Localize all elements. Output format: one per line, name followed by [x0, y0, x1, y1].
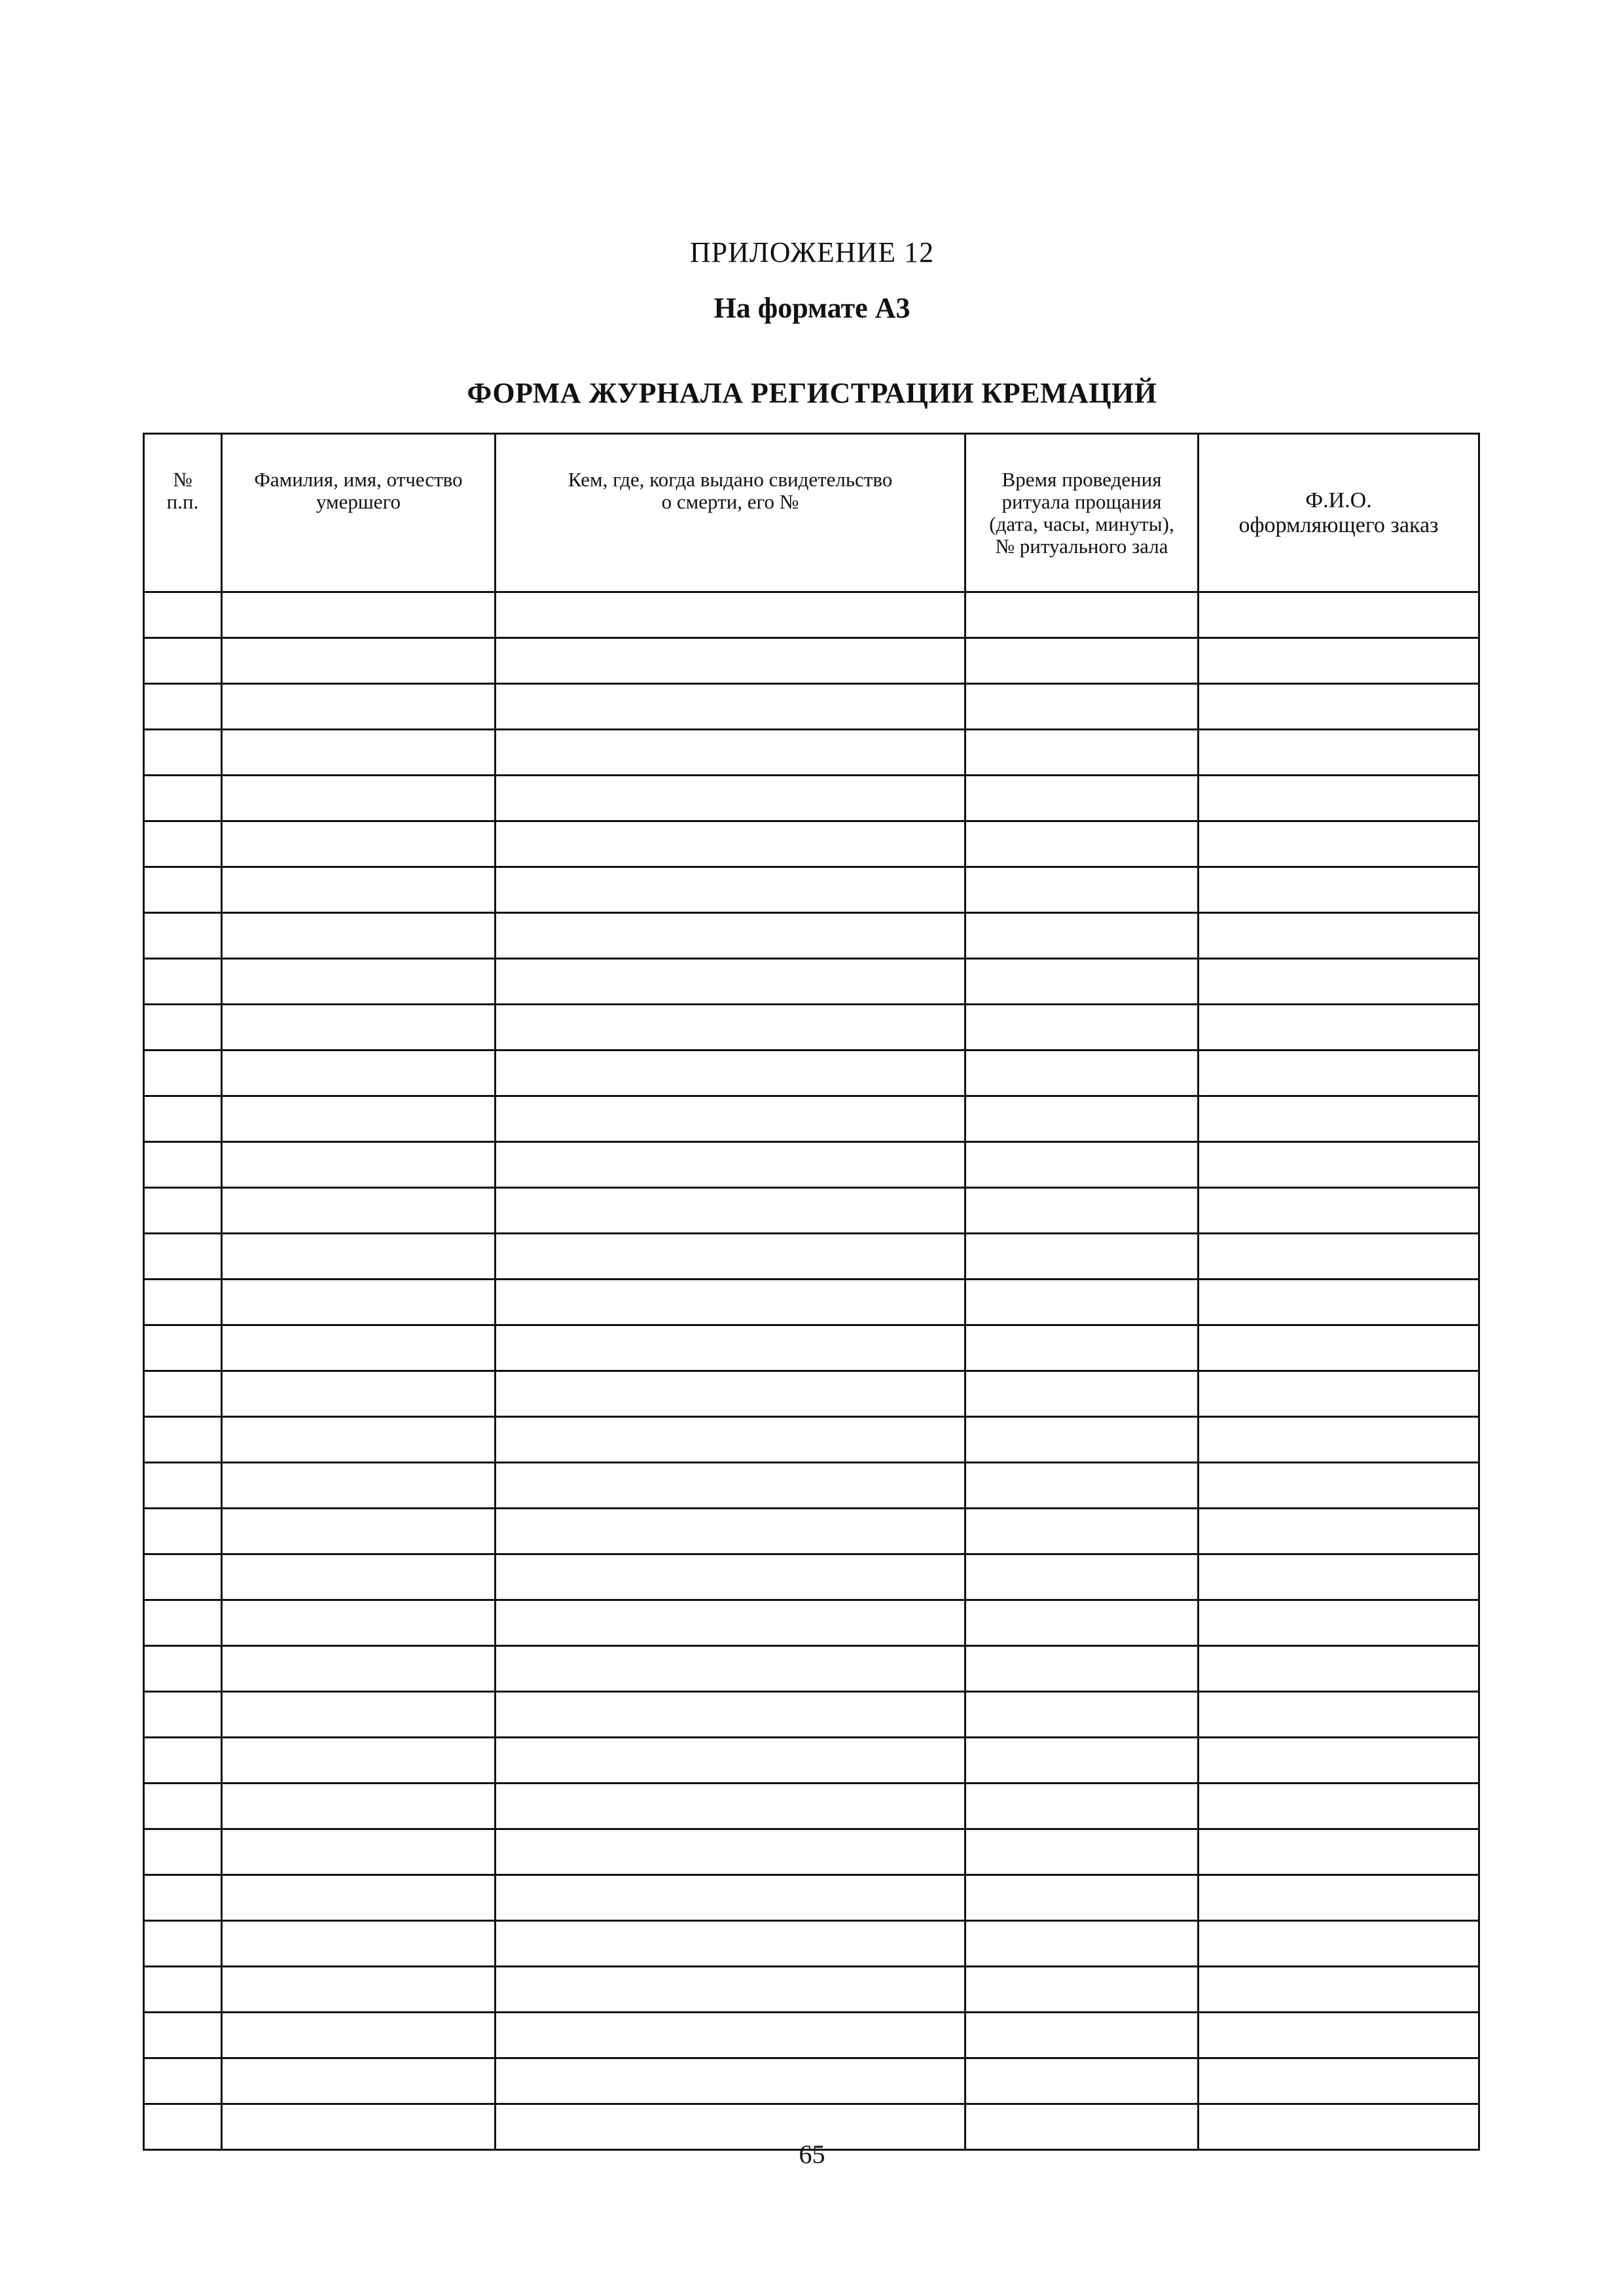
- cell-deceased-name[interactable]: [222, 1600, 496, 1646]
- table-row: [144, 2058, 1479, 2104]
- table-row: [144, 2013, 1479, 2058]
- table-row: [144, 867, 1479, 913]
- cell-farewell-time[interactable]: [965, 1417, 1199, 1463]
- cell-number[interactable]: [144, 1371, 222, 1417]
- cell-farewell-time[interactable]: [965, 776, 1199, 821]
- table-row: [144, 1738, 1479, 1784]
- cell-deceased-name[interactable]: [222, 2013, 496, 2058]
- cell-death-certificate[interactable]: [496, 2013, 965, 2058]
- cell-death-certificate[interactable]: [496, 1829, 965, 1875]
- cell-farewell-time[interactable]: [965, 1967, 1199, 2013]
- cell-number[interactable]: [144, 1921, 222, 1967]
- cell-order-clerk[interactable]: [1199, 1554, 1479, 1600]
- table-row: [144, 1142, 1479, 1188]
- cell-farewell-time[interactable]: [965, 592, 1199, 638]
- cell-number[interactable]: [144, 1967, 222, 2013]
- cell-order-clerk[interactable]: [1199, 1509, 1479, 1554]
- cell-deceased-name[interactable]: [222, 730, 496, 776]
- cell-order-clerk[interactable]: [1199, 913, 1479, 959]
- cell-number[interactable]: [144, 684, 222, 730]
- appendix-label: ПРИЛОЖЕНИЕ 12: [689, 236, 935, 268]
- cell-death-certificate[interactable]: [496, 1096, 965, 1142]
- table-row: [144, 1784, 1479, 1829]
- cell-number[interactable]: [144, 959, 222, 1005]
- table-row: [144, 1967, 1479, 2013]
- cell-deceased-name[interactable]: [222, 1875, 496, 1921]
- cell-number[interactable]: [144, 776, 222, 821]
- table-row: [144, 1600, 1479, 1646]
- cell-deceased-name[interactable]: [222, 592, 496, 638]
- cell-farewell-time[interactable]: [965, 1325, 1199, 1371]
- cell-order-clerk[interactable]: [1199, 1096, 1479, 1142]
- cell-death-certificate[interactable]: [496, 1371, 965, 1417]
- cell-number[interactable]: [144, 1554, 222, 1600]
- cell-farewell-time[interactable]: [965, 959, 1199, 1005]
- cell-death-certificate[interactable]: [496, 1967, 965, 2013]
- cell-number[interactable]: [144, 913, 222, 959]
- cell-deceased-name[interactable]: [222, 1371, 496, 1417]
- cell-deceased-name[interactable]: [222, 638, 496, 684]
- cell-number[interactable]: [144, 2058, 222, 2104]
- cell-farewell-time[interactable]: [965, 1463, 1199, 1509]
- cell-order-clerk[interactable]: [1199, 2013, 1479, 2058]
- table-row: [144, 1005, 1479, 1050]
- cell-farewell-time[interactable]: [965, 1600, 1199, 1646]
- cell-farewell-time[interactable]: [965, 638, 1199, 684]
- cell-death-certificate[interactable]: [496, 1646, 965, 1692]
- cell-death-certificate[interactable]: [496, 821, 965, 867]
- cell-deceased-name[interactable]: [222, 1646, 496, 1692]
- table-row: [144, 1280, 1479, 1325]
- cell-farewell-time[interactable]: [965, 1554, 1199, 1600]
- cell-order-clerk[interactable]: [1199, 1325, 1479, 1371]
- cell-order-clerk[interactable]: [1199, 1142, 1479, 1188]
- cell-deceased-name[interactable]: [222, 867, 496, 913]
- cell-death-certificate[interactable]: [496, 1142, 965, 1188]
- cell-number[interactable]: [144, 730, 222, 776]
- cell-farewell-time[interactable]: [965, 684, 1199, 730]
- cell-number[interactable]: [144, 867, 222, 913]
- cremation-journal-table: [143, 433, 1480, 2151]
- cell-farewell-time[interactable]: [965, 1188, 1199, 1234]
- cell-farewell-time[interactable]: [965, 1738, 1199, 1784]
- cell-death-certificate[interactable]: [496, 638, 965, 684]
- cell-order-clerk[interactable]: [1199, 821, 1479, 867]
- cell-death-certificate[interactable]: [496, 592, 965, 638]
- cell-deceased-name[interactable]: [222, 1280, 496, 1325]
- cell-deceased-name[interactable]: [222, 821, 496, 867]
- cell-deceased-name[interactable]: [222, 913, 496, 959]
- page-number: 65: [799, 2140, 825, 2169]
- column-header-farewell-time: Время проведения ритуала прощания (дата, часы, минуты), № ритуального зала: [965, 434, 1199, 592]
- cell-deceased-name[interactable]: [222, 1967, 496, 2013]
- cell-order-clerk[interactable]: [1199, 1280, 1479, 1325]
- cell-deceased-name[interactable]: [222, 1738, 496, 1784]
- cell-order-clerk[interactable]: [1199, 2058, 1479, 2104]
- cell-death-certificate[interactable]: [496, 1509, 965, 1554]
- cell-number[interactable]: [144, 2013, 222, 2058]
- table-row: [144, 1234, 1479, 1280]
- cell-number[interactable]: [144, 1188, 222, 1234]
- cell-order-clerk[interactable]: [1199, 1050, 1479, 1096]
- cell-order-clerk[interactable]: [1199, 959, 1479, 1005]
- cell-farewell-time[interactable]: [965, 1875, 1199, 1921]
- cell-death-certificate[interactable]: [496, 959, 965, 1005]
- cell-death-certificate[interactable]: [496, 1875, 965, 1921]
- cell-order-clerk[interactable]: [1199, 1371, 1479, 1417]
- cell-farewell-time[interactable]: [965, 1005, 1199, 1050]
- table-row: [144, 592, 1479, 638]
- table-row: [144, 684, 1479, 730]
- cell-deceased-name[interactable]: [222, 1829, 496, 1875]
- cell-death-certificate[interactable]: [496, 1188, 965, 1234]
- column-header-order-clerk: Ф.И.О. оформляющего заказ: [1199, 434, 1479, 592]
- cell-farewell-time[interactable]: [965, 730, 1199, 776]
- cell-farewell-time[interactable]: [965, 1829, 1199, 1875]
- cell-order-clerk[interactable]: [1199, 730, 1479, 776]
- cell-number[interactable]: [144, 638, 222, 684]
- table-row: [144, 638, 1479, 684]
- cell-deceased-name[interactable]: [222, 1188, 496, 1234]
- cell-deceased-name[interactable]: [222, 1096, 496, 1142]
- table-row: [144, 1829, 1479, 1875]
- cell-deceased-name[interactable]: [222, 959, 496, 1005]
- cell-order-clerk[interactable]: [1199, 1600, 1479, 1646]
- table-row: [144, 1050, 1479, 1096]
- table-row: [144, 1646, 1479, 1692]
- cell-farewell-time[interactable]: [965, 821, 1199, 867]
- table-row: [144, 1096, 1479, 1142]
- table-row: [144, 1554, 1479, 1600]
- cell-order-clerk[interactable]: [1199, 1967, 1479, 2013]
- cell-deceased-name[interactable]: [222, 684, 496, 730]
- table-row: [144, 1417, 1479, 1463]
- cell-number[interactable]: [144, 1280, 222, 1325]
- column-header-number: № п.п.: [144, 434, 222, 592]
- cell-number[interactable]: [144, 592, 222, 638]
- cell-number[interactable]: [144, 1738, 222, 1784]
- cell-number[interactable]: [144, 1875, 222, 1921]
- cell-farewell-time[interactable]: [965, 1096, 1199, 1142]
- table-row: [144, 959, 1479, 1005]
- cell-death-certificate[interactable]: [496, 730, 965, 776]
- cell-number[interactable]: [144, 1096, 222, 1142]
- cell-deceased-name[interactable]: [222, 1921, 496, 1967]
- cell-number[interactable]: [144, 1142, 222, 1188]
- cell-death-certificate[interactable]: [496, 1050, 965, 1096]
- cell-deceased-name[interactable]: [222, 1509, 496, 1554]
- cell-order-clerk[interactable]: [1199, 1417, 1479, 1463]
- table-row: [144, 1325, 1479, 1371]
- cell-order-clerk[interactable]: [1199, 1692, 1479, 1738]
- table-row: [144, 1509, 1479, 1554]
- cell-death-certificate[interactable]: [496, 867, 965, 913]
- cell-number[interactable]: [144, 1600, 222, 1646]
- table-row: [144, 730, 1479, 776]
- column-header-deceased-name: Фамилия, имя, отчество умершего: [222, 434, 496, 592]
- cell-farewell-time[interactable]: [965, 2058, 1199, 2104]
- table-row: [144, 1188, 1479, 1234]
- cell-number[interactable]: [144, 1784, 222, 1829]
- cell-deceased-name[interactable]: [222, 1417, 496, 1463]
- cell-farewell-time[interactable]: [965, 1050, 1199, 1096]
- cell-death-certificate[interactable]: [496, 1417, 965, 1463]
- table-row: [144, 1463, 1479, 1509]
- table-row: [144, 776, 1479, 821]
- cell-number[interactable]: [144, 821, 222, 867]
- cell-order-clerk[interactable]: [1199, 1738, 1479, 1784]
- cell-death-certificate[interactable]: [496, 1280, 965, 1325]
- table-row: [144, 1692, 1479, 1738]
- cell-order-clerk[interactable]: [1199, 1921, 1479, 1967]
- cell-order-clerk[interactable]: [1199, 1005, 1479, 1050]
- cell-death-certificate[interactable]: [496, 776, 965, 821]
- cell-farewell-time[interactable]: [965, 1509, 1199, 1554]
- cell-deceased-name[interactable]: [222, 1463, 496, 1509]
- format-note: На формате А3: [713, 292, 911, 324]
- cell-farewell-time[interactable]: [965, 1784, 1199, 1829]
- cell-death-certificate[interactable]: [496, 913, 965, 959]
- cell-death-certificate[interactable]: [496, 1692, 965, 1738]
- cell-deceased-name[interactable]: [222, 1784, 496, 1829]
- cell-farewell-time[interactable]: [965, 1646, 1199, 1692]
- cell-order-clerk[interactable]: [1199, 1875, 1479, 1921]
- cell-farewell-time[interactable]: [965, 2013, 1199, 2058]
- table-row: [144, 1371, 1479, 1417]
- cell-order-clerk[interactable]: [1199, 1829, 1479, 1875]
- cell-farewell-time[interactable]: [965, 1921, 1199, 1967]
- cell-number[interactable]: [144, 1005, 222, 1050]
- cell-number[interactable]: [144, 1417, 222, 1463]
- cell-death-certificate[interactable]: [496, 1234, 965, 1280]
- cell-order-clerk[interactable]: [1199, 1188, 1479, 1234]
- cell-order-clerk[interactable]: [1199, 592, 1479, 638]
- cell-number[interactable]: [144, 1646, 222, 1692]
- cell-farewell-time[interactable]: [965, 913, 1199, 959]
- cell-death-certificate[interactable]: [496, 1325, 965, 1371]
- cell-death-certificate[interactable]: [496, 1554, 965, 1600]
- table-row: [144, 821, 1479, 867]
- cell-deceased-name[interactable]: [222, 1005, 496, 1050]
- table-header-row: [144, 434, 1479, 592]
- cell-deceased-name[interactable]: [222, 1050, 496, 1096]
- cell-death-certificate[interactable]: [496, 2058, 965, 2104]
- cell-number[interactable]: [144, 1234, 222, 1280]
- cell-deceased-name[interactable]: [222, 2058, 496, 2104]
- cell-farewell-time[interactable]: [965, 867, 1199, 913]
- cell-farewell-time[interactable]: [965, 1234, 1199, 1280]
- cell-number[interactable]: [144, 1829, 222, 1875]
- cell-order-clerk[interactable]: [1199, 638, 1479, 684]
- form-title: ФОРМА ЖУРНАЛА РЕГИСТРАЦИИ КРЕМАЦИЙ: [467, 377, 1157, 409]
- cell-death-certificate[interactable]: [496, 1600, 965, 1646]
- table-body: [144, 592, 1479, 2150]
- cell-death-certificate[interactable]: [496, 1005, 965, 1050]
- cell-deceased-name[interactable]: [222, 1692, 496, 1738]
- cell-deceased-name[interactable]: [222, 1554, 496, 1600]
- cell-death-certificate[interactable]: [496, 1921, 965, 1967]
- cell-order-clerk[interactable]: [1199, 1646, 1479, 1692]
- cell-order-clerk[interactable]: [1199, 867, 1479, 913]
- cell-deceased-name[interactable]: [222, 1142, 496, 1188]
- cell-order-clerk[interactable]: [1199, 1463, 1479, 1509]
- cell-number[interactable]: [144, 1463, 222, 1509]
- cell-deceased-name[interactable]: [222, 1325, 496, 1371]
- cell-order-clerk[interactable]: [1199, 776, 1479, 821]
- cell-order-clerk[interactable]: [1199, 1234, 1479, 1280]
- cell-death-certificate[interactable]: [496, 1784, 965, 1829]
- table-row: [144, 1875, 1479, 1921]
- cell-death-certificate[interactable]: [496, 684, 965, 730]
- cell-order-clerk[interactable]: [1199, 1784, 1479, 1829]
- table-row: [144, 913, 1479, 959]
- cell-number[interactable]: [144, 1509, 222, 1554]
- cell-farewell-time[interactable]: [965, 1371, 1199, 1417]
- cell-farewell-time[interactable]: [965, 1142, 1199, 1188]
- cell-farewell-time[interactable]: [965, 1280, 1199, 1325]
- cell-death-certificate[interactable]: [496, 1463, 965, 1509]
- table-row: [144, 1921, 1479, 1967]
- cell-deceased-name[interactable]: [222, 776, 496, 821]
- cell-number[interactable]: [144, 1050, 222, 1096]
- column-header-death-certificate: Кем, где, когда выдано свидетельство о смерти, его №: [496, 434, 965, 592]
- cell-number[interactable]: [144, 1692, 222, 1738]
- cell-death-certificate[interactable]: [496, 1738, 965, 1784]
- cell-farewell-time[interactable]: [965, 1692, 1199, 1738]
- cell-order-clerk[interactable]: [1199, 684, 1479, 730]
- cell-deceased-name[interactable]: [222, 1234, 496, 1280]
- cell-number[interactable]: [144, 1325, 222, 1371]
